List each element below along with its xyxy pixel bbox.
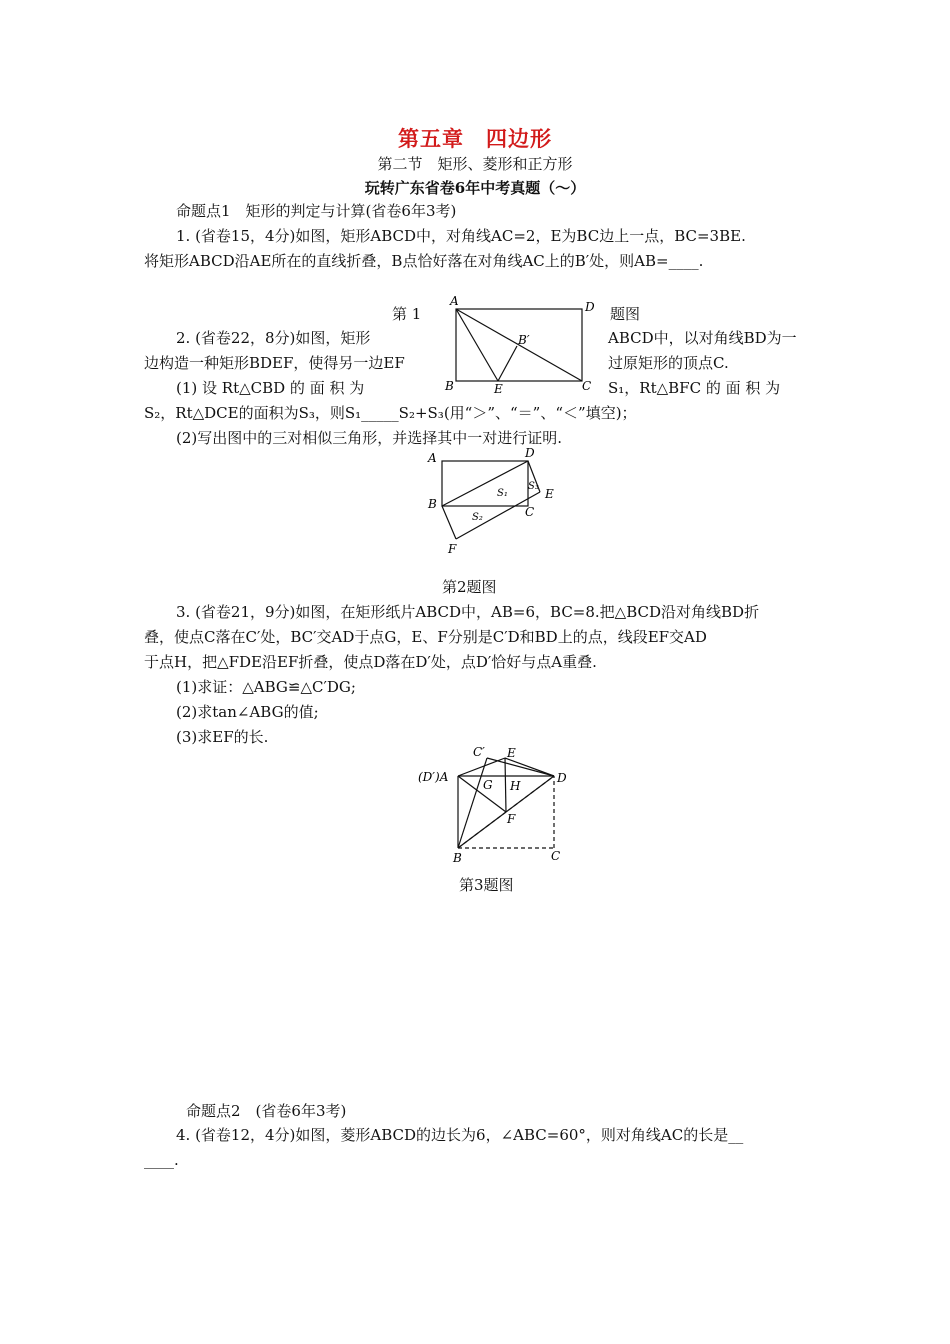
q3-label-c: C — [551, 849, 561, 863]
q2-label-a: A — [428, 451, 437, 465]
q3-label-f: F — [507, 812, 516, 826]
q3-label-h: H — [510, 779, 521, 793]
q3-label-g: G — [483, 778, 493, 792]
q2-line5: (2)写出图中的三对相似三角形，并选择其中一对进行证明. — [176, 429, 563, 447]
q1-label-e: E — [494, 382, 503, 396]
q2-label-d: D — [525, 446, 535, 460]
q4-line1: 4. (省卷12，4分)如图，菱形ABCD的边长为6，∠ABC=60°，则对角线AC的长是__ — [176, 1126, 744, 1144]
q3-label-e: E — [507, 746, 516, 760]
q1-label-b: B — [445, 379, 454, 393]
q3-line2: 叠，使点C落在C′处，BC′交AD于点G，E、F分别是C′D和BD上的点，线段EF交AD — [144, 628, 707, 646]
q3-line3: 于点H，把△FDE沿EF折叠，使点D落在D′处，点D′恰好与点A重叠. — [144, 653, 597, 671]
q2-line3-left: (1) 设 Rt△CBD 的 面 积 为 — [176, 379, 365, 397]
q2-label-s1: S₁ — [497, 488, 508, 499]
q2-label-f: F — [448, 542, 457, 556]
q2-line1-right: ABCD中，以对角线BD为一 — [608, 329, 797, 347]
section-title: 第二节 矩形、菱形和正方形 — [377, 155, 573, 173]
q2-label-e: E — [545, 487, 554, 501]
q1-label-d: D — [585, 300, 595, 314]
topic2-label: 命题点2 (省卷6年3考) — [186, 1102, 347, 1120]
q1-line2: 将矩形ABCD沿AE所在的直线折叠，B点恰好落在对角线AC上的B′处，则AB=____. — [144, 252, 704, 270]
q2-line4: S₂，Rt△DCE的面积为S₃，则S₁_____S₂+S₃(用“＞”、“＝”、“＜”填空)； — [144, 404, 637, 422]
subtitle: 玩转广东省卷6年中考真题（～） — [364, 179, 586, 197]
q1-figure — [430, 290, 610, 400]
q2-label-b: B — [428, 497, 437, 511]
chapter-title: 第五章 四边形 — [398, 127, 552, 151]
q1-line1: 1. (省卷15，4分)如图，矩形ABCD中，对角线AC=2，E为BC边上一点，BC=3BE. — [176, 227, 746, 245]
q1-label-bprime: B′ — [518, 333, 530, 347]
q3-label-b: B — [453, 851, 462, 865]
topic1-label: 命题点1 矩形的判定与计算(省卷6年3考) — [176, 202, 457, 220]
q1-caption-left: 第 1 — [392, 305, 422, 323]
q3-part2: (2)求tan∠ABG的值; — [176, 703, 319, 721]
q2-caption: 第2题图 — [442, 578, 497, 596]
q3-label-d: D — [557, 771, 567, 785]
q2-line2-left: 边构造一种矩形BDEF，使得另一边EF — [144, 354, 405, 372]
q2-label-s3: S₃ — [528, 481, 539, 492]
q3-label-dprime-a: (D′)A — [418, 770, 449, 784]
q1-label-c: C — [582, 379, 592, 393]
q3-part1: (1)求证：△ABG≌△C′DG; — [176, 678, 356, 696]
q2-label-s2: S₂ — [472, 512, 483, 523]
q2-line1-left: 2. (省卷22，8分)如图，矩形 — [176, 329, 371, 347]
q2-figure — [420, 445, 570, 570]
q3-figure — [415, 740, 575, 865]
q1-caption-right: 题图 — [610, 305, 641, 323]
q3-part3: (3)求EF的长. — [176, 728, 269, 746]
q3-line1: 3. (省卷21，9分)如图，在矩形纸片ABCD中，AB=6，BC=8.把△BCD沿对角线BD折 — [176, 603, 760, 621]
q4-line2: ____. — [144, 1151, 179, 1169]
q3-caption: 第3题图 — [459, 876, 514, 894]
q2-label-c: C — [525, 505, 535, 519]
q2-line2-right: 过原矩形的顶点C. — [608, 354, 729, 372]
q3-label-cprime: C′ — [473, 745, 485, 759]
q1-label-a: A — [450, 294, 459, 308]
q2-line3-right: S₁，Rt△BFC 的 面 积 为 — [608, 379, 781, 397]
